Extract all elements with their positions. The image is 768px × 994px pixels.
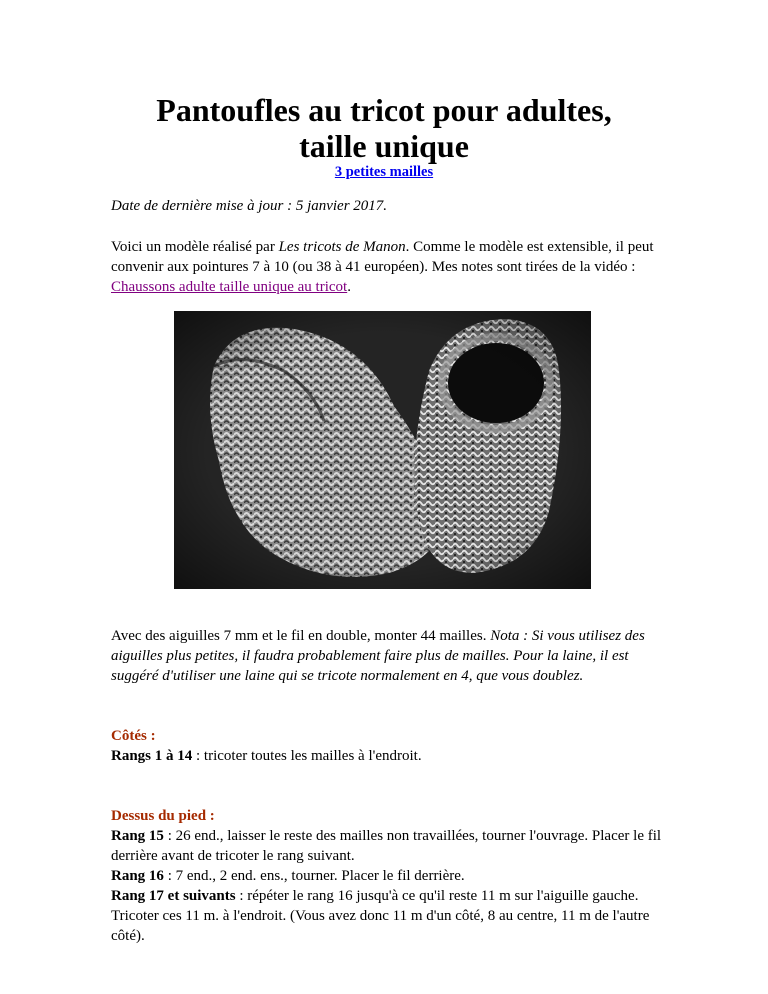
foot-row-15 bbox=[111, 826, 667, 866]
sides-section bbox=[111, 726, 667, 766]
intro-text-before: Voici un modèle réalisé par bbox=[111, 239, 279, 255]
foot-top-heading: Dessus du pied : bbox=[111, 808, 215, 824]
sides-row-1 bbox=[111, 746, 667, 766]
title-line-2: taille unique bbox=[299, 128, 469, 164]
row-text: : 26 end., laisser le reste des mailles non travaillées, tourner l'ouvrage. Placer le fil derrière avant de tricoter le rang suivant. bbox=[111, 828, 662, 864]
row-label: Rang 17 et suivants bbox=[111, 888, 236, 904]
instructions-start: Avec des aiguilles 7 mm et le fil en double, monter 44 mailles. bbox=[111, 628, 491, 644]
row-text: : répéter le rang 16 jusqu'à ce qu'il reste 11 m sur l'aiguille gauche. Tricoter ces 11 m. à l'endroit. (Vous avez donc 11 m d'un côté, 8 au centre, 11 m de l'autre côté). bbox=[111, 888, 650, 944]
author-link[interactable]: 3 petites mailles bbox=[334, 164, 434, 180]
foot-top-section bbox=[111, 806, 667, 946]
row-text: : tricoter toutes les mailles à l'endroit. bbox=[192, 748, 422, 764]
update-date: Date de dernière mise à jour : 5 janvier 2017. bbox=[111, 198, 388, 214]
page-title bbox=[0, 92, 768, 164]
needles-paragraph bbox=[111, 626, 667, 686]
intro-text-after: . bbox=[347, 279, 351, 295]
instructions-note: Nota : Si vous utilisez des aiguilles plus petites, il faudra probablement faire plus de mailles. Pour la laine, il est suggéré d'utiliser une laine qui se tricote normalement en 4, que vous doublez. bbox=[111, 628, 645, 684]
author-line bbox=[0, 163, 768, 181]
title-line-1: Pantoufles au tricot pour adultes, bbox=[156, 92, 612, 128]
row-label: Rang 16 bbox=[111, 868, 164, 884]
row-text: : 7 end., 2 end. ens., tourner. Placer le fil derrière. bbox=[163, 868, 465, 884]
intro-text-middle: . Comme le modèle est extensible, il peut convenir aux pointures 7 à 10 (ou 38 à 41 européen). Mes notes sont tirées de la vidéo : bbox=[111, 239, 654, 275]
row-label: Rangs 1 à 14 bbox=[111, 748, 193, 764]
knitted-slippers-image bbox=[174, 311, 591, 589]
foot-row-17 bbox=[111, 886, 667, 946]
slippers-photo bbox=[174, 311, 591, 589]
source-name: Les tricots de Manon bbox=[278, 239, 406, 255]
sides-heading: Côtés : bbox=[111, 728, 156, 744]
video-link[interactable]: Chaussons adulte taille unique au tricot bbox=[111, 279, 348, 295]
intro-paragraph bbox=[111, 237, 667, 297]
foot-row-16 bbox=[111, 866, 667, 886]
row-label: Rang 15 bbox=[111, 828, 164, 844]
